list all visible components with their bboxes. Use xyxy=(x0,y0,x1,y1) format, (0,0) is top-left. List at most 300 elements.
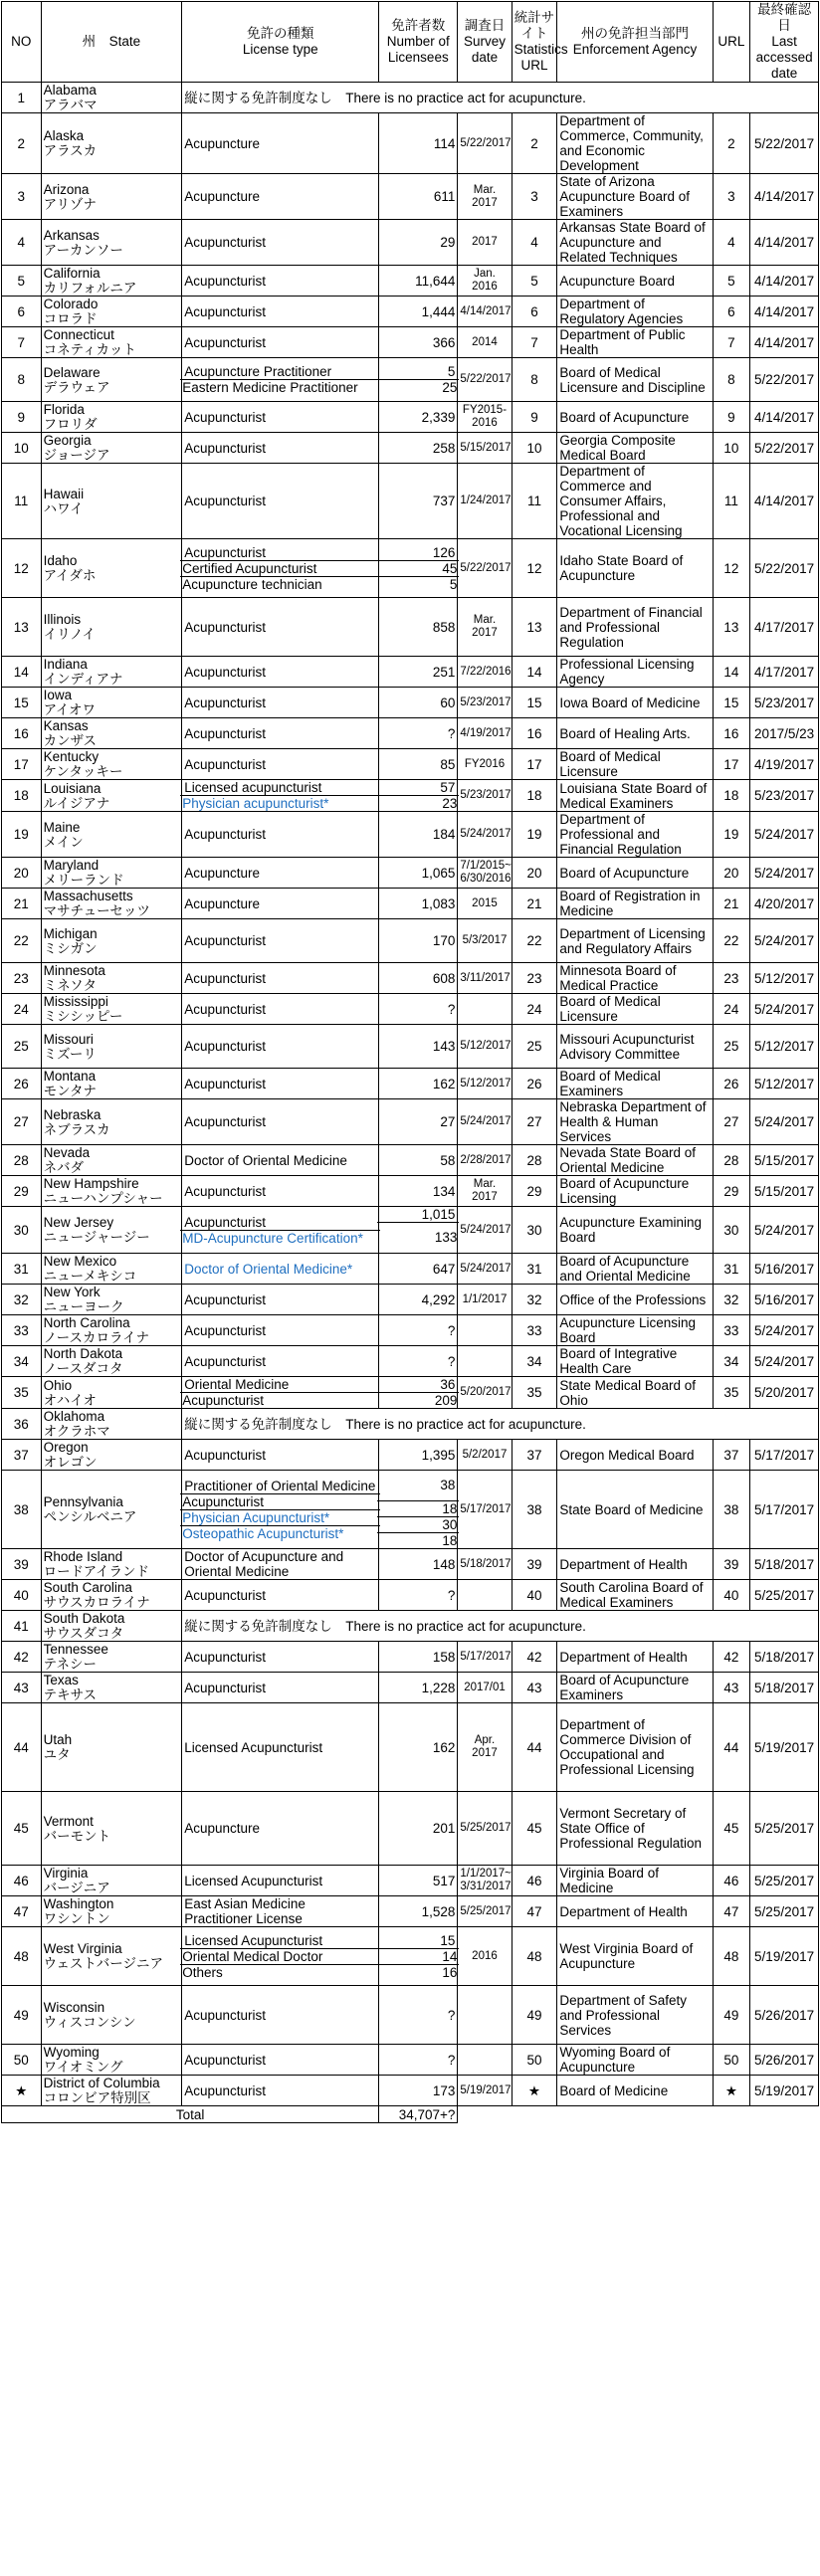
licensee-count-cell xyxy=(379,174,458,220)
licensee-count-cell xyxy=(379,1145,458,1176)
licensee-count-cell xyxy=(379,327,458,358)
survey-date: FY2015-2016 xyxy=(458,402,512,433)
statistics-url[interactable]: 12 xyxy=(512,539,557,598)
total-value: 34,707+? xyxy=(379,2106,458,2123)
enforcement-agency: State Board of Medicine xyxy=(557,1471,713,1549)
agency-url[interactable]: 49 xyxy=(713,1986,750,2045)
enforcement-agency: Acupuncture Board xyxy=(557,266,713,297)
table-row xyxy=(2,266,819,297)
agency-url[interactable]: 26 xyxy=(713,1069,750,1099)
statistics-url[interactable]: 47 xyxy=(512,1896,557,1927)
state-ja: ミズーリ xyxy=(43,1046,97,1062)
state-cell xyxy=(41,113,182,174)
statistics-url[interactable]: 23 xyxy=(512,963,557,994)
state-en: Delaware xyxy=(43,364,101,380)
statistics-url[interactable]: 14 xyxy=(512,657,557,688)
license-type-cell xyxy=(182,2076,379,2106)
agency-url[interactable]: 42 xyxy=(713,1642,750,1673)
enforcement-agency: Nebraska Department of Health & Human Services xyxy=(557,1099,713,1145)
state-ja: インディアナ xyxy=(43,672,123,687)
licensee-count-cell xyxy=(379,1549,458,1580)
agency-url[interactable]: 3 xyxy=(713,174,750,220)
header-url: URL xyxy=(713,2,750,83)
license-type: Acupuncturist xyxy=(184,933,267,948)
statistics-url[interactable]: 9 xyxy=(512,402,557,433)
row-no: 37 xyxy=(2,1440,42,1471)
license-type: Acupuncture xyxy=(184,895,261,911)
statistics-url[interactable]: 32 xyxy=(512,1285,557,1315)
licensee-count: 27 xyxy=(440,1114,456,1129)
survey-date: FY2016 xyxy=(458,749,512,780)
agency-url[interactable]: 14 xyxy=(713,657,750,688)
licensee-count-cell xyxy=(379,1896,458,1927)
survey-date: 2017 xyxy=(458,220,512,266)
agency-url[interactable]: 21 xyxy=(713,889,750,919)
agency-url[interactable]: 10 xyxy=(713,433,750,464)
state-ja: アーカンソー xyxy=(43,242,123,258)
licensee-count-cell xyxy=(379,220,458,266)
statistics-url[interactable]: 29 xyxy=(512,1176,557,1207)
licensee-count-cell xyxy=(379,297,458,327)
last-accessed-date: 4/14/2017 xyxy=(750,220,819,266)
statistics-url[interactable]: 37 xyxy=(512,1440,557,1471)
statistics-url[interactable]: 18 xyxy=(512,780,557,812)
state-cell xyxy=(41,1176,182,1207)
table-row xyxy=(2,994,819,1025)
statistics-url[interactable]: 24 xyxy=(512,994,557,1025)
licensee-count: 5 xyxy=(377,576,459,592)
agency-url[interactable]: 35 xyxy=(713,1377,750,1409)
last-accessed-date: 5/16/2017 xyxy=(750,1285,819,1315)
table-row xyxy=(2,539,819,598)
statistics-url[interactable]: 22 xyxy=(512,919,557,963)
table-row xyxy=(2,1176,819,1207)
state-en: Oregon xyxy=(43,1440,89,1455)
agency-url[interactable]: 8 xyxy=(713,358,750,402)
agency-url[interactable]: 12 xyxy=(713,539,750,598)
state-cell xyxy=(41,1145,182,1176)
state-cell xyxy=(41,1580,182,1611)
row-no: 27 xyxy=(2,1099,42,1145)
last-accessed-date: 5/22/2017 xyxy=(750,113,819,174)
license-type: Doctor of Oriental Medicine xyxy=(184,1152,347,1168)
survey-date: 5/18/2017 xyxy=(458,1549,512,1580)
licensee-count: ? xyxy=(447,1587,456,1603)
licensee-count: 143 xyxy=(432,1039,456,1054)
state-ja: ニューメキシコ xyxy=(43,1269,137,1284)
state-en: Massachusetts xyxy=(43,889,133,903)
licensee-count-cell xyxy=(379,812,458,858)
last-accessed-date: 5/22/2017 xyxy=(750,539,819,598)
state-cell xyxy=(41,83,182,113)
licensee-count: 29 xyxy=(440,235,456,250)
licensee-count: 162 xyxy=(432,1739,456,1755)
statistics-url[interactable]: 5 xyxy=(512,266,557,297)
licensee-count: ? xyxy=(447,1001,456,1017)
state-cell xyxy=(41,1673,182,1703)
enforcement-agency: State Medical Board of Ohio xyxy=(557,1377,713,1409)
license-type-cell xyxy=(182,1549,379,1580)
statistics-url[interactable]: 38 xyxy=(512,1471,557,1549)
agency-url[interactable]: 32 xyxy=(713,1285,750,1315)
license-type-cell xyxy=(182,113,379,174)
agency-url[interactable]: 48 xyxy=(713,1927,750,1986)
enforcement-agency: Department of Public Health xyxy=(557,327,713,358)
licensee-count: 45 xyxy=(377,560,459,576)
agency-url[interactable]: 34 xyxy=(713,1346,750,1377)
agency-url[interactable]: 11 xyxy=(713,464,750,539)
state-en: Indiana xyxy=(43,657,88,672)
license-type: Acupuncturist xyxy=(184,440,267,456)
statistics-url[interactable]: 48 xyxy=(512,1927,557,1986)
agency-url[interactable]: 16 xyxy=(713,718,750,749)
agency-url[interactable]: 29 xyxy=(713,1176,750,1207)
enforcement-agency: Department of Safety and Professional Services xyxy=(557,1986,713,2045)
state-ja: メイン xyxy=(43,834,84,850)
state-en: Illinois xyxy=(43,612,82,627)
agency-url[interactable]: 17 xyxy=(713,749,750,780)
agency-url[interactable]: 15 xyxy=(713,688,750,718)
last-accessed-date: 2017/5/23 xyxy=(750,718,819,749)
statistics-url[interactable]: 3 xyxy=(512,174,557,220)
enforcement-agency: Arkansas State Board of Acupuncture and Related Techniques xyxy=(557,220,713,266)
state-cell xyxy=(41,266,182,297)
statistics-url[interactable]: 11 xyxy=(512,464,557,539)
last-accessed-date: 5/17/2017 xyxy=(750,1471,819,1549)
table-row xyxy=(2,1025,819,1069)
header-stats-url: 統計サイト Statistics URL xyxy=(512,2,557,83)
state-cell xyxy=(41,2045,182,2076)
agency-url[interactable]: 45 xyxy=(713,1792,750,1866)
agency-url[interactable]: 4 xyxy=(713,220,750,266)
row-no: 36 xyxy=(2,1409,42,1440)
license-type: Acupuncturist xyxy=(184,1214,267,1230)
state-ja: ミシガン xyxy=(43,940,98,956)
last-accessed-date: 5/24/2017 xyxy=(750,858,819,889)
state-en: Kansas xyxy=(43,718,89,733)
table-row xyxy=(2,1549,819,1580)
licensee-count-cell xyxy=(379,598,458,657)
row-no: 23 xyxy=(2,963,42,994)
statistics-url[interactable]: 45 xyxy=(512,1792,557,1866)
licensee-count: 1,083 xyxy=(421,895,456,911)
license-type-cell xyxy=(182,889,379,919)
survey-date: Jan. 2016 xyxy=(458,266,512,297)
agency-url[interactable]: 23 xyxy=(713,963,750,994)
agency-url[interactable]: 30 xyxy=(713,1207,750,1254)
state-cell xyxy=(41,297,182,327)
agency-url[interactable]: 27 xyxy=(713,1099,750,1145)
last-accessed-date: 5/24/2017 xyxy=(750,1099,819,1145)
table-row xyxy=(2,1792,819,1866)
enforcement-agency: Board of Medical Licensure xyxy=(557,994,713,1025)
licensee-count-cell xyxy=(379,657,458,688)
state-cell xyxy=(41,1025,182,1069)
agency-url[interactable]: 18 xyxy=(713,780,750,812)
state-cell xyxy=(41,1549,182,1580)
licensee-count: 148 xyxy=(432,1556,456,1572)
table-row xyxy=(2,1642,819,1673)
last-accessed-date: 4/14/2017 xyxy=(750,327,819,358)
row-no: 12 xyxy=(2,539,42,598)
state-ja: テネシー xyxy=(43,1657,98,1672)
license-type-cell xyxy=(182,1285,379,1315)
state-cell xyxy=(41,1703,182,1792)
statistics-url[interactable]: 46 xyxy=(512,1866,557,1896)
agency-url[interactable]: 31 xyxy=(713,1254,750,1285)
row-no: 21 xyxy=(2,889,42,919)
state-en: Alaska xyxy=(43,128,85,143)
license-type: Acupuncturist xyxy=(180,1392,380,1408)
statistics-url[interactable]: 6 xyxy=(512,297,557,327)
statistics-url[interactable]: 21 xyxy=(512,889,557,919)
state-ja: ユタ xyxy=(43,1747,71,1762)
enforcement-agency: Department of Professional and Financial Regulation xyxy=(557,812,713,858)
table-row xyxy=(2,1377,819,1409)
statistics-url[interactable]: 49 xyxy=(512,1986,557,2045)
statistics-url[interactable]: 50 xyxy=(512,2045,557,2076)
state-en: Iowa xyxy=(43,688,73,702)
state-ja: カンザス xyxy=(43,733,98,748)
survey-date xyxy=(458,994,512,1025)
agency-url[interactable]: 33 xyxy=(713,1315,750,1346)
last-accessed-date: 4/17/2017 xyxy=(750,657,819,688)
statistics-url[interactable]: 27 xyxy=(512,1099,557,1145)
license-type: Acupuncturist xyxy=(184,1039,267,1054)
agency-url[interactable]: 40 xyxy=(713,1580,750,1611)
statistics-url[interactable]: 2 xyxy=(512,113,557,174)
state-ja: ミシシッピー xyxy=(43,1009,123,1024)
license-type-cell xyxy=(182,297,379,327)
licensee-count-cell xyxy=(379,2045,458,2076)
statistics-url[interactable]: 31 xyxy=(512,1254,557,1285)
state-ja: モンタナ xyxy=(43,1084,98,1098)
survey-date: 5/12/2017 xyxy=(458,1025,512,1069)
licensee-count: 14 xyxy=(377,1948,459,1964)
last-accessed-date: 5/25/2017 xyxy=(750,1792,819,1866)
state-cell xyxy=(41,1207,182,1254)
licensee-count-cell xyxy=(379,688,458,718)
licensee-count: 38 xyxy=(440,1478,456,1492)
last-accessed-date: 4/19/2017 xyxy=(750,749,819,780)
state-cell xyxy=(41,1927,182,1986)
licensee-count: 114 xyxy=(433,135,456,151)
licensee-count-cell xyxy=(379,358,458,402)
agency-url[interactable]: 50 xyxy=(713,2045,750,2076)
agency-url[interactable]: 47 xyxy=(713,1896,750,1927)
agency-url[interactable]: 22 xyxy=(713,919,750,963)
state-en: Georgia xyxy=(43,433,92,448)
survey-date: 7/22/2016 xyxy=(458,657,512,688)
state-cell xyxy=(41,174,182,220)
state-ja: テキサス xyxy=(43,1687,98,1702)
enforcement-agency: Vermont Secretary of State Office of Professional Regulation xyxy=(557,1792,713,1866)
last-accessed-date: 5/18/2017 xyxy=(750,1549,819,1580)
last-accessed-date: 5/18/2017 xyxy=(750,1673,819,1703)
last-accessed-date: 5/25/2017 xyxy=(750,1580,819,1611)
row-no: ★ xyxy=(2,2076,42,2106)
state-en: North Carolina xyxy=(43,1315,130,1330)
state-ja: ペンシルベニア xyxy=(43,1509,137,1524)
agency-url[interactable]: 44 xyxy=(713,1703,750,1792)
agency-url[interactable]: 6 xyxy=(713,297,750,327)
header-license: 免許の種類 License type xyxy=(182,2,379,83)
statistics-url[interactable]: 13 xyxy=(512,598,557,657)
state-cell xyxy=(41,327,182,358)
survey-date xyxy=(458,1315,512,1346)
license-type-cell xyxy=(182,963,379,994)
state-ja: ウェストバージニア xyxy=(43,1956,163,1971)
agency-url[interactable]: 9 xyxy=(713,402,750,433)
state-ja: カリフォルニア xyxy=(43,281,137,296)
statistics-url[interactable]: 44 xyxy=(512,1703,557,1792)
statistics-url[interactable]: 40 xyxy=(512,1580,557,1611)
survey-date: 5/20/2017 xyxy=(458,1377,512,1409)
statistics-url[interactable]: 19 xyxy=(512,812,557,858)
table-row xyxy=(2,402,819,433)
licensee-count: 126 xyxy=(432,544,456,560)
state-en: Virginia xyxy=(43,1866,89,1881)
agency-url[interactable]: 28 xyxy=(713,1145,750,1176)
statistics-url[interactable]: 33 xyxy=(512,1315,557,1346)
statistics-url[interactable]: 20 xyxy=(512,858,557,889)
agency-url[interactable]: 2 xyxy=(713,113,750,174)
license-type-cell xyxy=(182,1315,379,1346)
header-row xyxy=(2,2,819,83)
survey-date: 5/17/2017 xyxy=(458,1642,512,1673)
statistics-url[interactable]: 26 xyxy=(512,1069,557,1099)
license-type-cell xyxy=(182,657,379,688)
state-ja: アイダホ xyxy=(43,568,97,583)
licensee-count: 1,228 xyxy=(421,1680,456,1695)
state-cell xyxy=(41,598,182,657)
statistics-url[interactable]: 16 xyxy=(512,718,557,749)
license-type-cell xyxy=(182,464,379,539)
last-accessed-date: 5/23/2017 xyxy=(750,780,819,812)
state-cell xyxy=(41,1792,182,1866)
row-no: 20 xyxy=(2,858,42,889)
state-cell xyxy=(41,539,182,598)
statistics-url[interactable]: 30 xyxy=(512,1207,557,1254)
table-row xyxy=(2,1254,819,1285)
statistics-url[interactable]: 25 xyxy=(512,1025,557,1069)
state-en: Nevada xyxy=(43,1145,91,1160)
last-accessed-date: 4/14/2017 xyxy=(750,266,819,297)
state-en: New Hampshire xyxy=(43,1176,139,1191)
statistics-url[interactable]: 8 xyxy=(512,358,557,402)
state-cell xyxy=(41,657,182,688)
table-row xyxy=(2,858,819,889)
enforcement-agency: Nevada State Board of Oriental Medicine xyxy=(557,1145,713,1176)
state-cell xyxy=(41,464,182,539)
enforcement-agency: State of Arizona Acupuncture Board of Examiners xyxy=(557,174,713,220)
statistics-url[interactable]: ★ xyxy=(512,2076,557,2106)
table-row xyxy=(2,1673,819,1703)
license-type-cell xyxy=(182,402,379,433)
agency-url[interactable]: 24 xyxy=(713,994,750,1025)
survey-date: Mar. 2017 xyxy=(458,598,512,657)
state-cell xyxy=(41,402,182,433)
license-type-cell xyxy=(182,266,379,297)
table-row xyxy=(2,718,819,749)
state-cell xyxy=(41,780,182,812)
agency-url[interactable]: 25 xyxy=(713,1025,750,1069)
row-no: 24 xyxy=(2,994,42,1025)
license-type-cell xyxy=(182,1099,379,1145)
license-type-cell xyxy=(182,1346,379,1377)
license-type: Acupuncture Practitioner xyxy=(184,364,332,379)
licensee-count-cell xyxy=(379,780,458,812)
enforcement-agency: Board of Acupuncture Licensing xyxy=(557,1176,713,1207)
last-accessed-date: 5/24/2017 xyxy=(750,812,819,858)
statistics-url[interactable]: 28 xyxy=(512,1145,557,1176)
state-ja: アラバマ xyxy=(43,98,98,112)
statistics-url[interactable]: 7 xyxy=(512,327,557,358)
survey-date xyxy=(458,1346,512,1377)
statistics-url[interactable]: 15 xyxy=(512,688,557,718)
enforcement-agency: Minnesota Board of Medical Practice xyxy=(557,963,713,994)
state-ja: オレゴン xyxy=(43,1455,98,1470)
survey-date: 5/23/2017 xyxy=(458,688,512,718)
state-cell xyxy=(41,433,182,464)
statistics-url[interactable]: 39 xyxy=(512,1549,557,1580)
agency-url[interactable]: 5 xyxy=(713,266,750,297)
enforcement-agency: West Virginia Board of Acupuncture xyxy=(557,1927,713,1986)
licensee-count-cell xyxy=(379,994,458,1025)
row-no: 48 xyxy=(2,1927,42,1986)
state-en: Montana xyxy=(43,1069,97,1084)
agency-url[interactable]: 13 xyxy=(713,598,750,657)
licensee-count-cell xyxy=(379,718,458,749)
license-type: Acupuncture xyxy=(184,189,261,204)
state-ja: サウスカロライナ xyxy=(43,1595,150,1610)
license-type: Acupuncturist xyxy=(184,725,267,741)
agency-url[interactable]: 20 xyxy=(713,858,750,889)
statistics-url[interactable]: 17 xyxy=(512,749,557,780)
licensee-count: 647 xyxy=(432,1261,456,1277)
state-cell xyxy=(41,919,182,963)
agency-url[interactable]: 7 xyxy=(713,327,750,358)
agency-url[interactable]: ★ xyxy=(713,2076,750,2106)
row-no: 6 xyxy=(2,297,42,327)
agency-url[interactable]: 39 xyxy=(713,1549,750,1580)
agency-url[interactable]: 43 xyxy=(713,1673,750,1703)
state-cell xyxy=(41,1440,182,1471)
survey-date: 5/22/2017 xyxy=(458,358,512,402)
statistics-url[interactable]: 43 xyxy=(512,1673,557,1703)
agency-url[interactable]: 19 xyxy=(713,812,750,858)
statistics-url[interactable]: 10 xyxy=(512,433,557,464)
last-accessed-date: 5/19/2017 xyxy=(750,1703,819,1792)
licensee-count: 5 xyxy=(447,364,456,379)
enforcement-agency: Department of Commerce Division of Occupational and Professional Licensing xyxy=(557,1703,713,1792)
agency-url[interactable]: 37 xyxy=(713,1440,750,1471)
license-type: Acupuncturist xyxy=(184,1076,267,1091)
licensee-count: 25 xyxy=(377,379,459,395)
statistics-url[interactable]: 42 xyxy=(512,1642,557,1673)
statistics-url[interactable]: 35 xyxy=(512,1377,557,1409)
agency-url[interactable]: 38 xyxy=(713,1471,750,1549)
agency-url[interactable]: 46 xyxy=(713,1866,750,1896)
statistics-url[interactable]: 4 xyxy=(512,220,557,266)
row-no: 32 xyxy=(2,1285,42,1315)
last-accessed-date: 5/20/2017 xyxy=(750,1377,819,1409)
statistics-url[interactable]: 34 xyxy=(512,1346,557,1377)
enforcement-agency: Department of Commerce and Consumer Affairs, Professional and Vocational Licensing xyxy=(557,464,713,539)
header-survey-date: 調査日 Survey date xyxy=(458,2,512,83)
table-row xyxy=(2,1315,819,1346)
state-en: Utah xyxy=(43,1732,73,1747)
